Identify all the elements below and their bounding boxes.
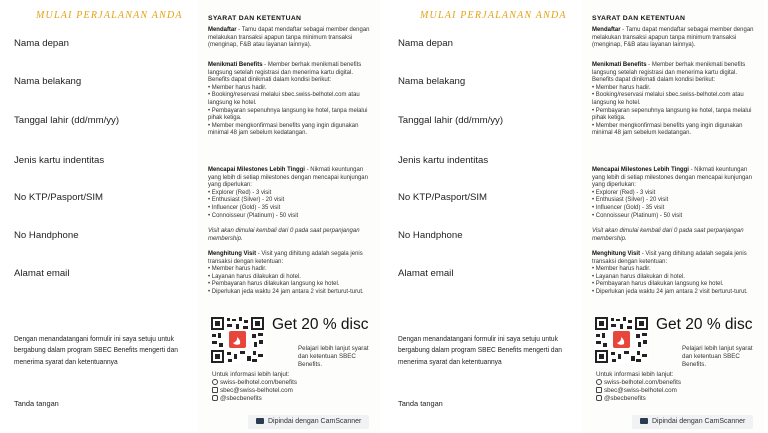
terms-count: Menghitung Visit - Visit yang dihitung adalah segala jenis transaksi dengan ketentuan: • Member harus hadir. • Layanan harus dilakukan di hotel. • Pembayaran harus dilakukan langsung ke hotel. • Diperlukan jeda waktu 24 jam antara 2 visit berturut-turut. [592,250,748,295]
email-link[interactable]: sbec@swiss-belhotel.com [220,387,293,394]
form-fields-panel [384,0,582,433]
info-title: Untuk informasi lebih lanjut: [212,371,290,378]
learn-more-text: Pelajari lebih lanjut syarat dan ketentuan SBEC Benefits. [298,345,369,368]
website-link[interactable]: swiss-belhotel.com/benefits [220,379,297,386]
email-label: Alamat email [14,268,70,279]
first-name-label: Nama depan [398,38,453,49]
phone-label: No Handphone [398,230,463,241]
first-name-label: Nama depan [14,38,69,49]
birth-date-label: Tanggal lahir (dd/mm/yy) [398,115,504,126]
agreement-text: Dengan menandatangani formulir ini saya setuju untuk bergabung dalam program SBEC Benefits mengerti dan menerima syarat dan ketentuannya [14,334,178,366]
mail-icon [596,387,602,393]
terms-count: Menghitung Visit - Visit yang dihitung adalah segala jenis transaksi dengan ketentuan: • Member harus hadir. • Layanan harus dilakukan di hotel. • Pembayaran harus dilakukan langsung ke hotel. • Diperlukan jeda waktu 24 jam antara 2 visit berturut-turut. [208,250,364,295]
qr-code-icon [594,316,649,364]
camscanner-footer: Dipindai dengan CamScanner [248,415,369,429]
promo-discount-text: Get 20 % disc [656,316,753,333]
instagram-link[interactable]: @sbecbenefits [604,395,646,402]
camscanner-icon [256,418,264,424]
camscanner-icon [640,418,648,424]
terms-enjoy: Menikmati Benefits - Member berhak menikmati benefits langsung setelah registrasi dan menerima kartu digital. Benefits dapat dinikmati dalam kondisi berikut: • Member harus hadir. • Booking/reservasi melalui sbec.swiss-belhotel.com atau langsung ke hotel. • Pembayaran sepenuhnya langsung ke hotel, tanpa melalui pihak ketiga. • Member mengkonfirmasi benefits yang ingin digunakan minimal 48 jam sebelum kedatangan. [592,61,752,137]
mail-icon [212,387,218,393]
instagram-icon [212,395,218,401]
info-title: Untuk informasi lebih lanjut: [596,371,674,378]
terms-reset-note: Visit akan dimulai kembali dari 0 pada saat perpanjangan membership. [592,227,744,242]
last-name-label: Nama belakang [14,76,82,87]
terms-reset-note: Visit akan dimulai kembali dari 0 pada saat perpanjangan membership. [208,227,360,242]
qr-code-icon [210,316,265,364]
id-number-label: No KTP/Pasport/SIM [398,192,488,203]
terms-heading: SYARAT DAN KETENTUAN [208,15,302,22]
contact-info [596,371,764,403]
learn-more-text: Pelajari lebih lanjut syarat dan ketentuan SBEC Benefits. [682,345,753,368]
form-fields-panel [0,0,198,433]
last-name-label: Nama belakang [398,76,466,87]
signature-label: Tanda tangan [14,399,59,408]
terms-milestone: Mencapai Milestones Lebih Tinggi - Nikmati keuntungan yang lebih di setiap milestones dengan mencapai kunjungan yang diperlukan: • Explorer (Red) - 3 visit • Enthusiast (Silver) - 20 visit • Influencer (Gold) - 35 visit • Connoisseur (Platinum) - 50 visit [208,166,368,219]
instagram-link[interactable]: @sbecbenefits [220,395,262,402]
promo-discount-text: Get 20 % disc [272,316,369,333]
camscanner-footer: Dipindai dengan CamScanner [632,415,753,429]
form-sheet-2 [384,0,768,433]
form-title: MULAI PERJALANAN ANDA [420,10,567,21]
birth-date-label: Tanggal lahir (dd/mm/yy) [14,115,120,126]
email-link[interactable]: sbec@swiss-belhotel.com [604,387,677,394]
email-label: Alamat email [398,268,454,279]
phone-label: No Handphone [14,230,79,241]
globe-icon [212,379,218,385]
id-type-label: Jenis kartu indentitas [14,155,105,166]
contact-info [212,371,380,403]
website-link[interactable]: swiss-belhotel.com/benefits [604,379,681,386]
globe-icon [596,379,602,385]
terms-register: Mendaftar - Tamu dapat mendaftar sebagai member dengan melakukan transaksi apapun tanpa minimum transaksi (menginap, F&B atau layanan lainnya). [208,26,370,49]
terms-heading: SYARAT DAN KETENTUAN [592,15,686,22]
instagram-icon [596,395,602,401]
id-number-label: No KTP/Pasport/SIM [14,192,104,203]
terms-register: Mendaftar - Tamu dapat mendaftar sebagai member dengan melakukan transaksi apapun tanpa minimum transaksi (menginap, F&B atau layanan lainnya). [592,26,754,49]
terms-panel [582,0,764,433]
terms-enjoy: Menikmati Benefits - Member berhak menikmati benefits langsung setelah registrasi dan menerima kartu digital. Benefits dapat dinikmati dalam kondisi berikut: • Member harus hadir. • Booking/reservasi melalui sbec.swiss-belhotel.com atau langsung ke hotel. • Pembayaran sepenuhnya langsung ke hotel, tanpa melalui pihak ketiga. • Member mengkonfirmasi benefits yang ingin digunakan minimal 48 jam sebelum kedatangan. [208,61,368,137]
agreement-text: Dengan menandatangani formulir ini saya setuju untuk bergabung dalam program SBEC Benefits mengerti dan menerima syarat dan ketentuannya [398,334,562,366]
id-type-label: Jenis kartu indentitas [398,155,489,166]
form-title: MULAI PERJALANAN ANDA [36,10,183,21]
signature-label: Tanda tangan [398,399,443,408]
terms-milestone: Mencapai Milestones Lebih Tinggi - Nikmati keuntungan yang lebih di setiap milestones dengan mencapai kunjungan yang diperlukan: • Explorer (Red) - 3 visit • Enthusiast (Silver) - 20 visit • Influencer (Gold) - 35 visit • Connoisseur (Platinum) - 50 visit [592,166,752,219]
terms-panel [198,0,380,433]
